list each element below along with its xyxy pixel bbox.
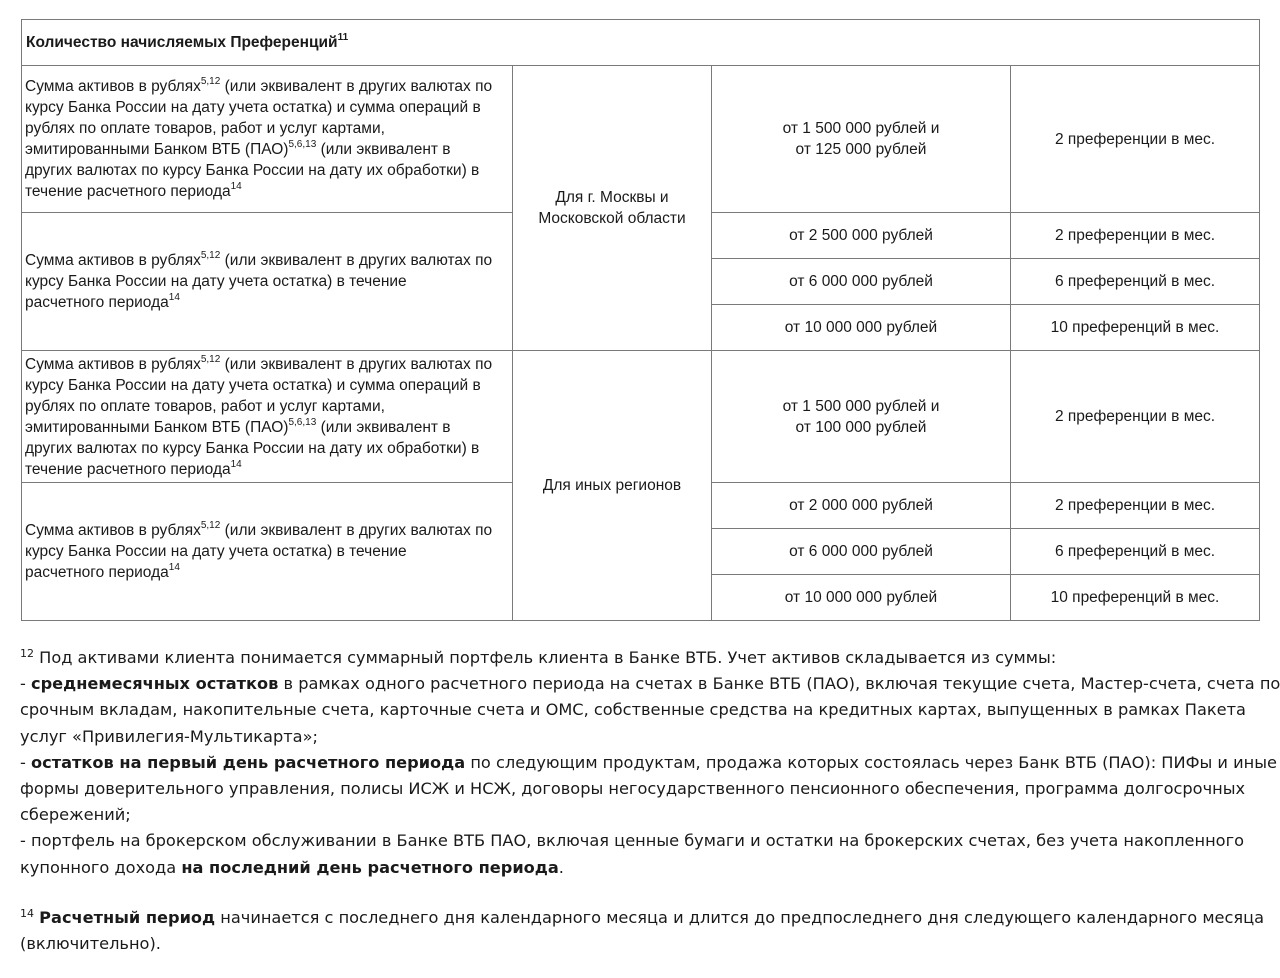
condition-line <box>25 292 510 313</box>
footnote-text: по следующим продуктам, продажа которых состоялась через Банк ВТБ (ПАО): ПИФы и иные <box>465 752 1277 772</box>
condition-line <box>25 417 510 438</box>
footnote-text: (включительно). <box>20 934 161 954</box>
footnote-text: сбережений; <box>20 805 131 825</box>
condition-line <box>25 76 510 97</box>
footnote-line <box>20 750 1277 776</box>
amount-cell <box>712 66 1011 213</box>
condition-text: Сумма активов в рублях <box>25 355 201 373</box>
region-label: Московской области <box>538 210 686 227</box>
footnote-line <box>20 855 1260 881</box>
amount-label: от 2 500 000 рублей <box>789 227 933 244</box>
preference-count: 10 преференций в мес. <box>1050 319 1220 336</box>
condition-text: курсу Банка России на дату учета остатка) в течение <box>25 273 407 290</box>
condition-line <box>25 271 510 292</box>
preference-count: 10 преференций в мес. <box>1050 589 1220 606</box>
condition-text: (или эквивалент в других валютах по <box>220 522 493 539</box>
condition-line <box>25 250 510 271</box>
footnote-line <box>20 671 1280 697</box>
footnote-line <box>20 645 1260 671</box>
condition-line <box>25 520 510 541</box>
table-header-cell <box>22 20 1260 66</box>
footnote-text: - портфель на брокерском обслуживании в Банке ВТБ ПАО, включая ценные бумаги и остатки на брокерских счетах, без учета накопленного <box>20 831 1244 851</box>
amount-cell <box>712 351 1011 483</box>
condition-sup: 14 <box>168 562 180 573</box>
condition-cell <box>22 66 513 213</box>
preference-count-cell <box>1011 305 1260 351</box>
region-label: Для иных регионов <box>542 477 682 494</box>
footnote-line <box>20 802 1260 828</box>
footnote-text: начинается с последнего дня календарного месяца и длится до предпоследнего дня следующего календарного месяца <box>215 907 1265 927</box>
condition-line <box>25 118 510 139</box>
footnote-sup: 14 <box>20 906 34 920</box>
condition-text: рублях по оплате товаров, работ и услуг картами, <box>25 397 385 415</box>
condition-sup: 5,12 <box>200 250 221 261</box>
condition-sup: 5,6,13 <box>288 416 317 428</box>
footnote-text: - <box>20 752 31 772</box>
condition-line <box>25 97 510 118</box>
amount-label: от 125 000 рублей <box>795 141 927 158</box>
amount-label: от 6 000 000 рублей <box>789 543 933 560</box>
footnote-text: в рамках одного расчетного периода на счетах в Банке ВТБ (ПАО), включая текущие счета, Мастер-счета, счета по <box>278 674 1280 694</box>
amount-cell <box>712 259 1011 305</box>
condition-text: других валютах по курсу Банка России на дату их обработки) в <box>25 439 480 457</box>
amount-label: от 1 500 000 рублей и <box>782 120 940 137</box>
preference-count-cell <box>1011 259 1260 305</box>
condition-sup: 14 <box>168 292 180 303</box>
amount-cell <box>712 483 1011 529</box>
condition-text: Сумма активов в рублях <box>25 252 201 269</box>
preference-count-cell <box>1011 66 1260 213</box>
footnote-text: формы доверительного управления, полисы ИСЖ и НСЖ, договоры негосударственного пенсионного обеспечения, программа долгосрочных <box>20 779 1246 799</box>
preference-count-cell <box>1011 483 1260 529</box>
preferences-table <box>21 19 1260 621</box>
table-row <box>22 66 1260 213</box>
condition-text: (или эквивалент в других валютах по <box>220 355 493 373</box>
condition-line <box>25 354 510 375</box>
footnote-bold: среднемесячных остатков <box>31 674 279 694</box>
condition-text: (или эквивалент в других валютах по <box>220 78 493 95</box>
footnote-text: срочным вкладам, накопительные счета, карточные счета и ОМС, собственные средства на кредитных картах, выпущенных в рамках Пакета <box>20 700 1246 720</box>
footnote-line <box>20 776 1260 802</box>
preference-count: 6 преференций в мес. <box>1054 273 1216 290</box>
footnote-spacer <box>20 881 1260 905</box>
condition-sup: 5,12 <box>200 76 221 87</box>
amount-cell <box>712 305 1011 351</box>
footnote-text: Под активами клиента понимается суммарный портфель клиента в Банке ВТБ. Учет активов складывается из суммы: <box>34 648 1057 667</box>
condition-text: курсу Банка России на дату учета остатка) и сумма операций в <box>25 99 481 116</box>
footnote-line <box>20 905 1265 931</box>
amount-label: от 1 500 000 рублей и <box>782 397 940 415</box>
condition-text: течение расчетного периода <box>25 183 231 200</box>
preference-count-cell <box>1011 575 1260 621</box>
footnote-sup: 12 <box>20 647 34 660</box>
amount-cell <box>712 575 1011 621</box>
preference-count: 6 преференций в мес. <box>1054 543 1216 560</box>
condition-line <box>25 396 510 417</box>
condition-text: курсу Банка России на дату учета остатка) в течение <box>25 543 407 560</box>
condition-sup: 14 <box>230 458 242 470</box>
condition-line <box>25 181 510 202</box>
condition-text: (или эквивалент в <box>316 141 451 158</box>
footnote-text: услуг «Привилегия-Мультикарта»; <box>20 726 318 746</box>
footnote-bold: Расчетный период <box>39 907 216 927</box>
footnote-text: купонного дохода <box>20 857 182 877</box>
footnote-text: - <box>20 674 31 694</box>
condition-cell <box>22 213 513 351</box>
region-cell <box>513 66 712 351</box>
condition-sup: 5,12 <box>200 353 221 365</box>
region-label: Для г. Москвы и <box>555 189 669 206</box>
condition-text: расчетного периода <box>25 294 169 311</box>
condition-text: эмитированными Банком ВТБ (ПАО) <box>25 418 289 436</box>
amount-label: от 6 000 000 рублей <box>789 273 933 290</box>
table-row <box>22 351 1260 483</box>
preference-count-cell <box>1011 351 1260 483</box>
condition-sup: 14 <box>230 181 242 192</box>
preference-count: 2 преференции в мес. <box>1054 408 1216 425</box>
amount-label: от 10 000 000 рублей <box>784 589 938 606</box>
condition-cell <box>22 483 513 621</box>
condition-sup: 5,12 <box>200 520 221 531</box>
footnote-line <box>20 724 1260 750</box>
preference-count-cell <box>1011 529 1260 575</box>
condition-text: курсу Банка России на дату учета остатка) и сумма операций в <box>25 376 481 394</box>
condition-line <box>25 459 510 480</box>
condition-sup: 5,6,13 <box>288 139 317 150</box>
amount-label: от 100 000 рублей <box>795 418 927 436</box>
condition-text: расчетного периода <box>25 564 169 581</box>
condition-line <box>25 438 510 459</box>
condition-text: Сумма активов в рублях <box>25 78 201 95</box>
condition-text: Сумма активов в рублях <box>25 522 201 539</box>
condition-line <box>25 562 510 583</box>
footnote-bold: остатков на первый день расчетного периода <box>31 752 466 772</box>
footnotes <box>20 645 1280 957</box>
footnote-line <box>20 697 1260 723</box>
condition-line <box>25 375 510 396</box>
table-header-sup: 11 <box>337 32 349 43</box>
footnote-line <box>20 931 1260 957</box>
footnote-line <box>20 828 1260 854</box>
preference-count: 2 преференции в мес. <box>1054 497 1216 514</box>
preferences-table-body <box>22 20 1260 621</box>
condition-line <box>25 541 510 562</box>
footnote-bold: на последний день расчетного периода <box>181 857 559 877</box>
condition-text: рублях по оплате товаров, работ и услуг картами, <box>25 120 385 137</box>
amount-cell <box>712 529 1011 575</box>
preference-count-cell <box>1011 213 1260 259</box>
condition-cell <box>22 351 513 483</box>
table-header-row <box>22 20 1260 66</box>
condition-line <box>25 139 510 160</box>
amount-label: от 10 000 000 рублей <box>784 319 938 336</box>
preference-count: 2 преференции в мес. <box>1054 227 1216 244</box>
condition-line <box>25 160 510 181</box>
preference-count: 2 преференции в мес. <box>1054 130 1216 148</box>
region-cell <box>513 351 712 621</box>
table-header-title: Количество начисляемых Преференций <box>26 34 338 51</box>
condition-text: (или эквивалент в других валютах по <box>220 252 493 269</box>
amount-cell <box>712 213 1011 259</box>
footnote-text: . <box>558 857 564 877</box>
condition-text: других валютах по курсу Банка России на дату их обработки) в <box>25 162 480 179</box>
condition-text: эмитированными Банком ВТБ (ПАО) <box>25 141 289 158</box>
condition-text: (или эквивалент в <box>316 418 451 436</box>
amount-label: от 2 000 000 рублей <box>789 497 933 514</box>
condition-text: течение расчетного периода <box>25 460 231 478</box>
